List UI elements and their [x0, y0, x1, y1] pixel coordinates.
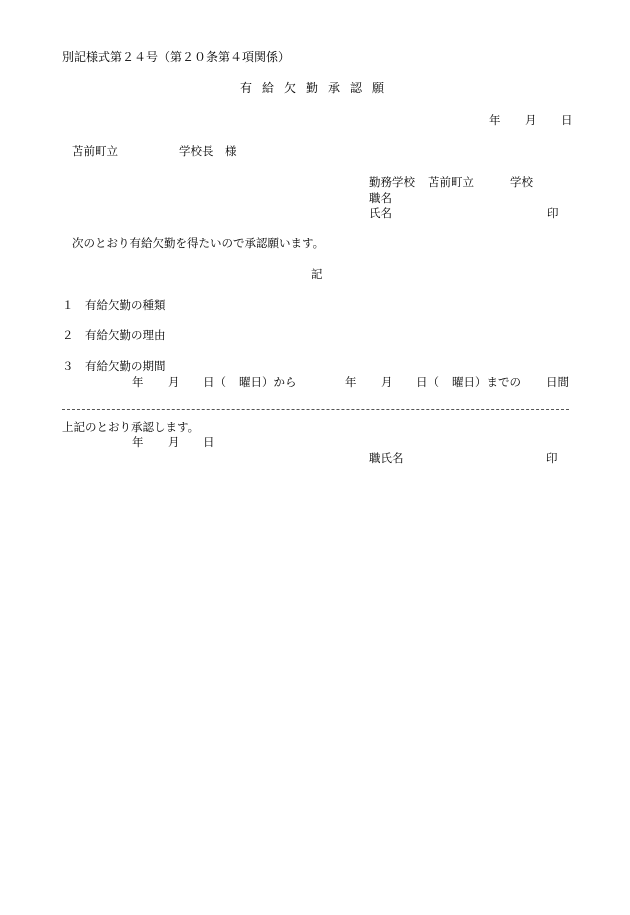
header-date-month: 月: [525, 113, 537, 127]
item-3-label: 有給欠勤の期間: [85, 359, 166, 373]
approval-month: 月: [168, 435, 180, 449]
approver-name-label: 職氏名: [369, 451, 404, 465]
period-year-2: 年: [345, 375, 357, 389]
item-2-label: 有給欠勤の理由: [85, 328, 166, 342]
approval-day: 日: [203, 435, 215, 449]
approval-text: 上記のとおり承認します。: [62, 420, 200, 434]
item-1-number: １: [62, 298, 74, 312]
period-month-1: 月: [168, 375, 180, 389]
ki-marker: 記: [311, 267, 323, 281]
school-suffix: 学校: [510, 175, 533, 189]
addressee-town: 苫前町立: [72, 144, 118, 158]
header-date-year: 年: [489, 113, 501, 127]
header-date-day: 日: [561, 113, 573, 127]
period-days: 日間: [546, 375, 569, 389]
job-label: 職名: [369, 191, 392, 205]
addressee-principal: 学校長 様: [179, 144, 237, 158]
request-sentence: 次のとおり有給欠勤を得たいので承認願います。: [72, 236, 325, 250]
school-label: 勤務学校: [369, 175, 415, 189]
school-town: 苫前町立: [428, 175, 474, 189]
item-1-label: 有給欠勤の種類: [85, 298, 166, 312]
period-day-1: 日（: [203, 375, 226, 389]
applicant-seal: 印: [547, 206, 559, 220]
form-reference: 別記様式第２４号（第２０条第４項関係）: [62, 50, 291, 64]
approver-seal: 印: [546, 451, 558, 465]
item-2-number: ２: [62, 328, 74, 342]
approval-year: 年: [132, 435, 144, 449]
name-label: 氏名: [369, 206, 392, 220]
period-day-2: 日（: [416, 375, 439, 389]
item-3-number: ３: [62, 359, 74, 373]
period-month-2: 月: [381, 375, 393, 389]
period-weekday-2: 曜日）までの: [452, 375, 521, 389]
form-title: 有給欠勤承認願: [240, 81, 395, 95]
period-weekday-1: 曜日）から: [239, 375, 297, 389]
period-year-1: 年: [132, 375, 144, 389]
separator-line: [62, 409, 569, 410]
